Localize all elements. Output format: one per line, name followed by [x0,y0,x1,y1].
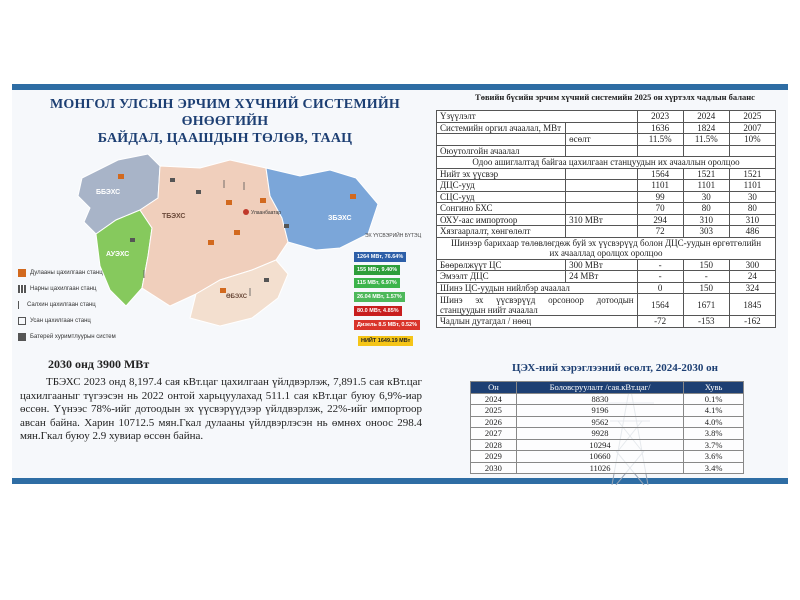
table-cell: Нийт эх үүсвэр [437,168,566,180]
balance-table-title: Төвийн бүсийн эрчим хүчний системийн 2025 он хүртэлх чадлын баланс [475,92,755,102]
table-cell: Одоо ашиглалтад байгаа цахилгаан станцуудын их ачааллын оролцоо [437,157,776,169]
table-cell: 11.5% [683,134,729,146]
table-cell [683,145,729,157]
table-cell: 9928 [516,428,683,440]
region-label-bbehs: ББЭХС [96,189,121,196]
table-cell: Оюутолгойн ачаалал [437,145,566,157]
table-cell: 300 МВт [566,259,637,271]
table-cell: 2029 [471,451,517,463]
table-row [437,271,776,283]
table-cell: 310 МВт [566,214,637,226]
region-label-zbehs: ЗБЭХС [328,215,352,222]
table-row [471,393,744,405]
table-cell: - [637,259,683,271]
growth-table-title: ЦЭХ-ний хэрэглээний өсөлт, 2024-2030 он [511,362,719,374]
capacity-box: 155 МВт, 9.40% [354,265,400,275]
growth-table [470,381,744,474]
table-cell: 1101 [683,180,729,192]
table-row [471,416,744,428]
capacity-box: 1264 МВт, 76.64% [354,252,406,262]
table-cell: 24 МВт [566,271,637,283]
table-cell: 1101 [729,180,775,192]
table-row [437,168,776,180]
table-row [437,203,776,215]
table-row [437,111,776,123]
table-cell: Хязгаарлалт, хөнгөлөлт [437,226,566,238]
table-cell: Боловсруулалт /сая.кВт.цаг/ [516,382,683,394]
table-cell: Системийн оргил ачаалал, МВт [437,122,566,134]
region-label-tbehs: ТБЭХС [162,213,186,220]
table-cell: 72 [637,226,683,238]
table-cell: 1101 [637,180,683,192]
table-cell [566,203,637,215]
table-cell [566,191,637,203]
capacity-target-heading: 2030 онд 3900 МВт [48,357,150,371]
table-cell: -153 [683,316,729,328]
table-cell: 99 [637,191,683,203]
table-cell: - [637,271,683,283]
growth-section [470,381,744,485]
table-row [437,122,776,134]
table-cell: 0.1% [684,393,744,405]
legend-label: Батерей хуримтлуурын систем [30,334,116,340]
table-cell: 80 [729,203,775,215]
table-cell [566,226,637,238]
legend-item-solar [18,285,96,293]
table-cell: 2023 [637,111,683,123]
table-cell: - [683,271,729,283]
top-strip [12,84,788,90]
table-header-row [471,382,744,394]
hydro-icon [18,317,26,325]
table-row [471,428,744,440]
table-cell: Сонгино БХС [437,203,566,215]
table-cell: ДЦС-ууд [437,180,566,192]
table-cell: 1564 [637,168,683,180]
table-cell: 1636 [637,122,683,134]
table-cell [637,145,683,157]
legend-item-wind [18,301,96,309]
table-row [437,191,776,203]
solar-panel-icon [18,285,26,293]
table-cell: 2024 [471,393,517,405]
paragraph-text: ТБЭХС 2023 онд 8,197.4 сая кВт.цаг цахилгаан үйлдвэрлэж, 7,891.5 сая кВт.цаг цахилгааныг түгээсэн нь 2022 онтой харьцуулахад 511.1 сая кВт.цаг буюу 6,9%-иар өссөн. Үүнээс 78%-ийг дотоодын эх үүсвэрүүдээр үйлдвэрлэж, 22%-ийг импортоор авсан байна. Харин 10712.5 мян.Гкал дулааны үйлдвэрлэсэн нь өмнөх оноос 298.4 мян.Гкал буюу 2.9 хувиар өссөн байна. [20,376,422,443]
table-section-row [437,237,776,259]
table-cell: 310 [729,214,775,226]
table-cell: Эмээлт ДЦС [437,271,566,283]
table-cell: 1845 [729,294,775,316]
table-cell: Шинээр барихаар төлөвлөгдөж буй эх үүсвэрүүд болон ДЦС-уудын өргөтгөлийн их ачааллад оролцох оролцоо [437,237,776,259]
table-cell: -72 [637,316,683,328]
city-marker-icon [243,209,249,215]
table-cell: 10294 [516,439,683,451]
title-line-2: БАЙДАЛ, ЦААШДЫН ТӨЛӨВ, ТААЦ [97,131,353,146]
table-cell: 4.1% [684,405,744,417]
table-cell: 2025 [471,405,517,417]
capacity-box: 80.0 МВт, 4.85% [354,306,402,316]
table-cell [566,168,637,180]
capacity-box: Дизель 8.5 МВт, 0.52% [354,320,420,330]
table-cell: 3.7% [684,439,744,451]
table-cell: Шинэ ЦС-уудын нийлбэр ачаалал [437,282,638,294]
table-cell: Үзүүлэлт [437,111,638,123]
legend-item-battery [18,333,116,341]
table-cell: 3.4% [684,462,744,474]
table-cell: 150 [683,259,729,271]
table-cell: 80 [683,203,729,215]
table-cell: 1564 [637,294,683,316]
table-cell: 24 [729,271,775,283]
table-cell: 3.8% [684,428,744,440]
table-cell: -162 [729,316,775,328]
legend-label: Усан цахилгаан станц [30,318,91,324]
capacity-total-box: НИЙТ 1649.19 МВт [358,336,413,346]
table-cell: 30 [729,191,775,203]
table-cell: 300 [729,259,775,271]
table-cell: 2027 [471,428,517,440]
table-row [437,316,776,328]
table-cell: 9562 [516,416,683,428]
table-cell: 303 [683,226,729,238]
table-cell: өсөлт [566,134,637,146]
table-cell: 3.6% [684,451,744,463]
table-cell: 4.0% [684,416,744,428]
table-cell: 10660 [516,451,683,463]
table-cell [566,122,637,134]
table-cell: 1521 [683,168,729,180]
table-row [437,180,776,192]
table-cell: 2028 [471,439,517,451]
table-cell: Бөөрөлжүүт ЦС [437,259,566,271]
legend-label: Салхин цахилгаан станц [27,302,96,308]
table-cell: 8830 [516,393,683,405]
table-cell: 310 [683,214,729,226]
table-cell: 70 [637,203,683,215]
table-cell: 9196 [516,405,683,417]
table-cell: Чадлын дутагдал / нөөц [437,316,638,328]
table-cell: Он [471,382,517,394]
body-paragraph [20,376,422,444]
table-row [471,451,744,463]
table-cell: СЦС-ууд [437,191,566,203]
table-row [471,439,744,451]
table-cell: 11026 [516,462,683,474]
table-cell: 0 [637,282,683,294]
table-cell: 2007 [729,122,775,134]
table-cell: 1521 [729,168,775,180]
table-cell: 2026 [471,416,517,428]
table-cell: 294 [637,214,683,226]
table-row [471,405,744,417]
table-cell: 11.5% [637,134,683,146]
table-row [471,462,744,474]
legend-item-hydro [18,317,91,325]
city-label: Улаанбаатар [251,210,282,216]
table-cell [566,145,637,157]
capacity-box: 115 МВт, 6.97% [354,278,400,288]
table-row [437,214,776,226]
table-row [437,226,776,238]
table-cell: ОХУ-аас импортоор [437,214,566,226]
table-cell: 2025 [729,111,775,123]
table-cell: 150 [683,282,729,294]
table-cell: 10% [729,134,775,146]
table-cell: 1824 [683,122,729,134]
table-cell: 486 [729,226,775,238]
table-cell: Шинэ эх үүсвэрүүд орсоноор дотоодын станцуудын нийт ачаалал [437,294,638,316]
battery-icon [18,333,26,341]
table-row [437,145,776,157]
table-cell [437,134,566,146]
region-label-obehs: ӨБЭХС [226,294,248,300]
table-cell: Хувь [684,382,744,394]
capacity-box: 26.04 МВт, 1.57% [354,292,405,302]
table-cell: 30 [683,191,729,203]
table-cell: 324 [729,282,775,294]
region-label-auehs: АУЭХС [106,251,130,258]
table-cell [566,180,637,192]
legend-item-thermal [18,269,103,277]
table-cell [729,145,775,157]
table-cell: 2030 [471,462,517,474]
factory-icon [18,269,26,277]
table-cell: 2024 [683,111,729,123]
capacity-heading: ЭХ ҮҮСВЭРИЙН БҮТЭЦ [365,233,422,239]
wind-turbine-icon [18,301,23,309]
table-row [437,259,776,271]
table-row [437,134,776,146]
balance-table [436,110,776,328]
table-row [437,282,776,294]
table-row [437,294,776,316]
legend-label: Дулааны цахилгаан станц [30,270,103,276]
table-section-row [437,157,776,169]
legend-label: Нарны цахилгаан станц [30,286,97,292]
table-cell: 1671 [683,294,729,316]
title-line-1: МОНГОЛ УЛСЫН ЭРЧИМ ХҮЧНИЙ СИСТЕМИЙН ӨНӨӨГИЙН [49,97,401,129]
